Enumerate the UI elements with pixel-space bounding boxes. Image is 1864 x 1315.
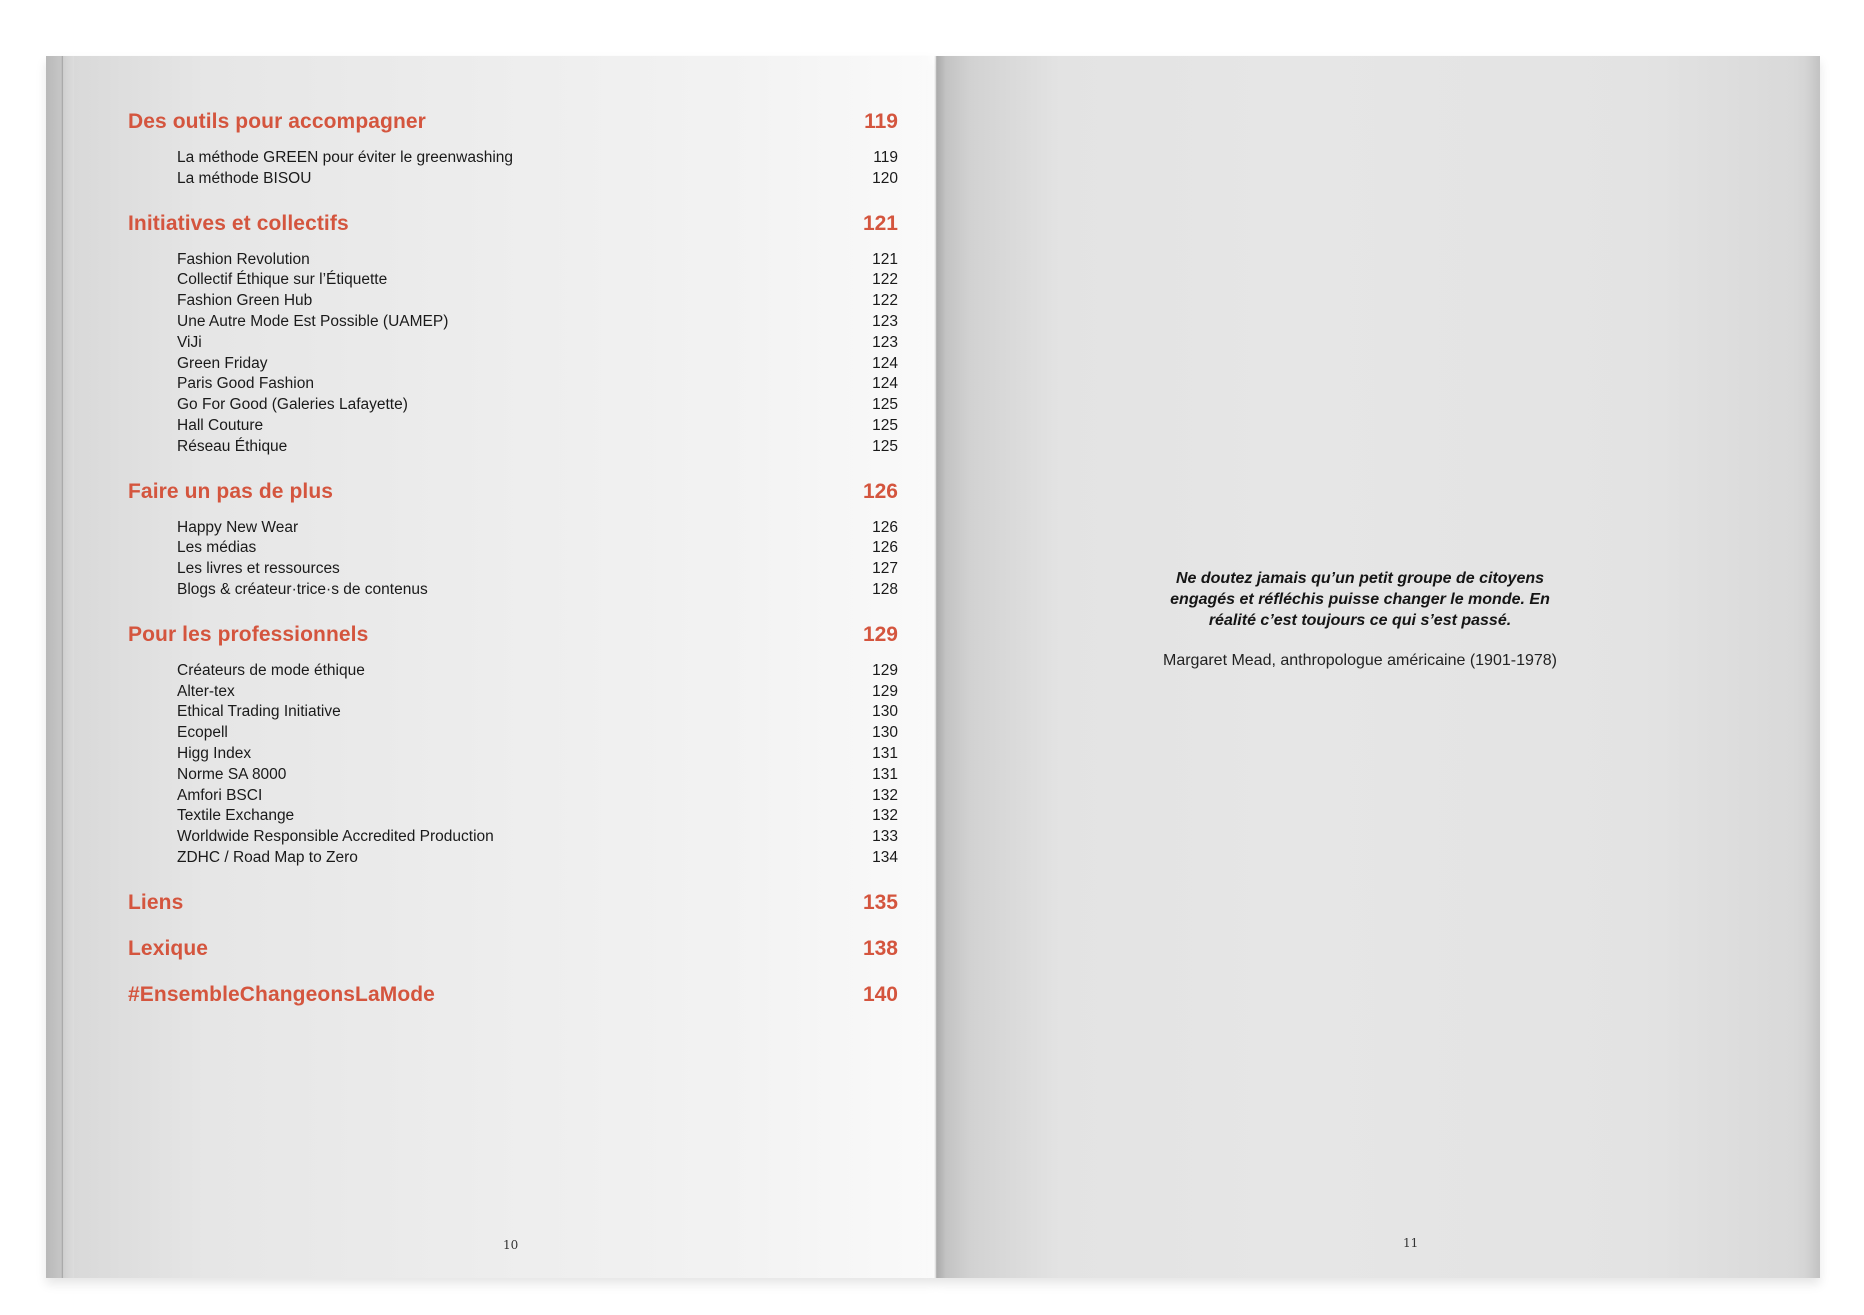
- page-number-right: 11: [1403, 1236, 1419, 1250]
- epigraph-quote: Ne doutez jamais qu’un petit groupe de citoyens engagés et réfléchis puisse changer le monde. En réalité c’est toujours ce qui s’est passé.: [1170, 570, 1550, 629]
- toc-entry-label: ZDHC / Road Map to Zero: [177, 848, 358, 866]
- toc-section-title: Des outils pour accompagner: [128, 110, 426, 133]
- toc-entry-label: Paris Good Fashion: [177, 375, 314, 393]
- toc-entry-label: Collectif Éthique sur l’Étiquette: [177, 271, 388, 289]
- toc-entry[interactable]: [177, 518, 898, 539]
- book-gutter: [926, 56, 946, 1278]
- toc-entry-label: La méthode GREEN pour éviter le greenwashing: [177, 149, 514, 166]
- toc-entry-list: [128, 250, 898, 458]
- toc-section-page: 140: [862, 982, 898, 1006]
- toc-entry[interactable]: [177, 538, 898, 559]
- toc-section-heading[interactable]: [128, 937, 898, 961]
- toc-entry-label: Les médias: [177, 539, 257, 557]
- toc-entry[interactable]: [177, 374, 898, 395]
- toc-entry-page: 123: [872, 333, 898, 351]
- toc-entry-page: 125: [872, 416, 898, 434]
- epigraph-author: Margaret Mead, anthropologue américaine (1901-1978): [1162, 652, 1557, 669]
- toc-section-heading[interactable]: [128, 480, 898, 504]
- table-of-contents: [128, 110, 898, 1029]
- toc-section-heading[interactable]: [128, 212, 898, 236]
- toc-entry-label: Happy New Wear: [177, 518, 299, 536]
- toc-entry-list: [128, 518, 898, 601]
- toc-section-page: 135: [862, 890, 898, 914]
- toc-entry[interactable]: [177, 723, 898, 744]
- page-number-left: 10: [503, 1238, 519, 1252]
- toc-entry[interactable]: [177, 682, 898, 703]
- toc-entry-page: 126: [872, 539, 898, 557]
- toc-entry-label: Green Friday: [177, 354, 268, 372]
- toc-section-heading[interactable]: [128, 623, 898, 647]
- toc-section-page: 119: [864, 110, 898, 133]
- toc-entry[interactable]: [177, 559, 898, 580]
- toc-entry[interactable]: [177, 312, 898, 333]
- toc-entry-label: ViJi: [177, 333, 202, 351]
- toc-entry[interactable]: [177, 395, 898, 416]
- toc-entry-page: 119: [873, 149, 898, 166]
- toc-entry-page: 125: [872, 437, 898, 455]
- toc-entry-label: Fashion Green Hub: [177, 292, 313, 310]
- toc-entry-label: Norme SA 8000: [177, 765, 287, 783]
- toc-entry[interactable]: [177, 354, 898, 375]
- toc-entry-label: Alter-tex: [177, 682, 235, 700]
- toc-section: [128, 983, 898, 1007]
- toc-section-title: #EnsembleChangeonsLaMode: [128, 982, 435, 1006]
- toc-section-heading[interactable]: [128, 110, 898, 134]
- toc-entry-label: Créateurs de mode éthique: [177, 661, 365, 679]
- toc-entry-page: 125: [872, 396, 898, 414]
- toc-entry[interactable]: [177, 416, 898, 437]
- toc-section-title: Faire un pas de plus: [128, 479, 334, 503]
- toc-section-title: Pour les professionnels: [128, 622, 369, 646]
- toc-section: [128, 623, 898, 869]
- toc-section: [128, 891, 898, 915]
- toc-entry-page: 130: [872, 703, 898, 721]
- toc-section: [128, 212, 898, 458]
- toc-entry[interactable]: [177, 744, 898, 765]
- toc-entry-label: Worldwide Responsible Accredited Production: [177, 828, 494, 846]
- toc-entry-label: Réseau Éthique: [177, 437, 288, 455]
- toc-entry-page: 131: [872, 765, 898, 783]
- toc-entry-label: Ethical Trading Initiative: [177, 703, 341, 721]
- toc-entry-page: 132: [872, 807, 898, 825]
- toc-entry-page: 131: [872, 744, 898, 762]
- toc-entry-label: Go For Good (Galeries Lafayette): [177, 396, 408, 414]
- toc-entry-label: Fashion Revolution: [177, 250, 310, 268]
- toc-entry-page: 122: [872, 271, 898, 289]
- toc-entry-page: 127: [872, 560, 898, 578]
- toc-entry[interactable]: [177, 291, 898, 312]
- toc-entry-label: Hall Couture: [177, 416, 264, 434]
- toc-section-page: 129: [862, 622, 898, 646]
- left-page: [46, 56, 936, 1278]
- toc-entry-label: Ecopell: [177, 724, 228, 742]
- toc-entry-page: 129: [872, 661, 898, 679]
- toc-entry-page: 133: [872, 828, 898, 846]
- toc-entry-page: 120: [872, 169, 898, 187]
- toc-entry-label: Textile Exchange: [177, 807, 295, 825]
- toc-section: [128, 937, 898, 961]
- toc-entry-page: 124: [872, 375, 898, 393]
- toc-entry-page: 129: [872, 682, 898, 700]
- toc-section-heading[interactable]: [128, 983, 898, 1007]
- toc-section-page: 121: [862, 211, 898, 235]
- toc-section-page: 138: [862, 936, 898, 960]
- toc-section: [128, 110, 898, 190]
- toc-entry-page: 123: [872, 312, 898, 330]
- toc-entry[interactable]: [177, 765, 898, 786]
- toc-section: [128, 480, 898, 601]
- toc-entry[interactable]: [177, 848, 898, 869]
- toc-entry-page: 132: [872, 786, 898, 804]
- toc-entry[interactable]: [177, 806, 898, 827]
- toc-section-title: Lexique: [128, 936, 209, 960]
- toc-entry[interactable]: [177, 250, 898, 271]
- toc-entry-label: La méthode BISOU: [177, 169, 312, 187]
- toc-entry[interactable]: [177, 786, 898, 807]
- toc-entry-page: 124: [872, 354, 898, 372]
- toc-entry-page: 126: [872, 518, 898, 536]
- toc-entry-list: [128, 661, 898, 869]
- toc-entry[interactable]: [177, 169, 898, 190]
- toc-entry-page: 122: [872, 292, 898, 310]
- toc-entry-page: 134: [872, 848, 898, 866]
- toc-section-heading[interactable]: [128, 891, 898, 915]
- toc-section-page: 126: [862, 479, 898, 503]
- toc-entry[interactable]: [177, 702, 898, 723]
- toc-section-title: Initiatives et collectifs: [128, 211, 349, 235]
- toc-entry-page: 128: [872, 580, 898, 598]
- toc-entry[interactable]: [177, 333, 898, 354]
- toc-entry-label: Amfori BSCI: [177, 786, 263, 804]
- toc-entry[interactable]: [177, 437, 898, 458]
- toc-entry[interactable]: [177, 270, 898, 291]
- toc-entry[interactable]: [177, 827, 898, 848]
- toc-section-title: Liens: [128, 890, 184, 914]
- toc-entry-page: 121: [872, 250, 898, 268]
- toc-entry[interactable]: [177, 580, 898, 601]
- toc-entry-label: Blogs & créateur·trice·s de contenus: [177, 580, 428, 598]
- toc-entry-label: Les livres et ressources: [177, 560, 340, 578]
- toc-entry[interactable]: [177, 148, 898, 169]
- toc-entry[interactable]: [177, 661, 898, 682]
- toc-entry-list: [128, 148, 898, 190]
- toc-entry-label: Higg Index: [177, 744, 252, 762]
- toc-entry-page: 130: [872, 724, 898, 742]
- toc-entry-label: Une Autre Mode Est Possible (UAMEP): [177, 312, 449, 330]
